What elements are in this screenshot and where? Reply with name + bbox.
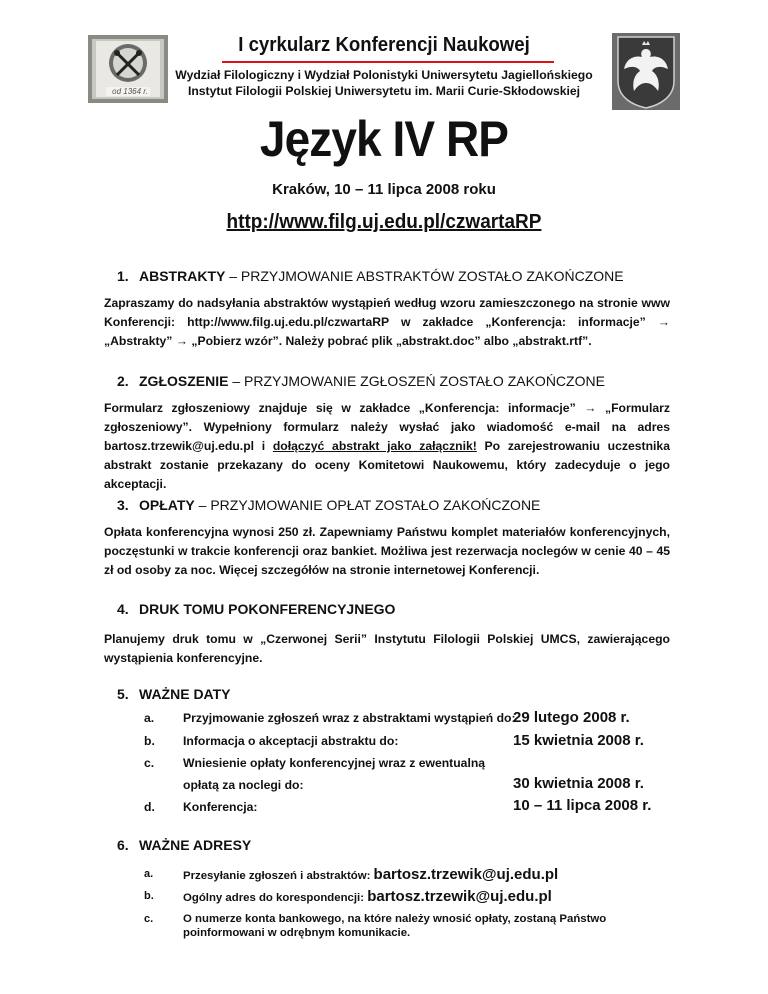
section-note: – PRZYJMOWANIE OPŁAT ZOSTAŁO ZAKOŃCZONE [194,497,541,513]
section-4-heading [117,601,395,617]
seal-caption: od 1364 r. [112,87,148,96]
section-2-text [104,399,670,494]
section-3-heading [117,497,540,513]
section-number: 5. [117,686,129,702]
section-2-body [104,399,670,494]
section-number: 1. [117,268,129,284]
date-item-text: Przyjmowanie zgłoszeń wraz z abstraktami wystąpień do: [183,711,516,725]
circular-title: I cyrkularz Konferencji Naukowej [238,34,530,56]
section-1-body [104,294,670,351]
date-item-text: Konferencja: [183,800,258,814]
date-item-letter: d. [144,800,155,814]
section-title: ABSTRAKTY [139,268,226,284]
section-4-body [104,630,670,668]
section-2-text-after: Po zarejestrowaniu uczestnika abstrakt zostanie przekazany do oceny Komitetowi Naukowemu, który zadecyduje o jego akceptacji. [104,439,670,491]
section-3-body [104,523,670,580]
date-item-text: Wniesienie opłaty konferencyjnej wraz z ewentualną [183,756,486,770]
section-number: 3. [117,497,129,513]
attach-abstract-note: dołączyć abstrakt jako załącznik! [272,439,477,453]
section-1-heading [117,268,624,284]
correspondence-email-link[interactable]: bartosz.trzewik@uj.edu.pl [367,888,552,905]
section-2-text-before: Formularz zgłoszeniowy znajduje się w zakładce „Konferencja: informacje” → „Formularz zgłoszeniowy”. Wypełniony formularz należy wysłać jako wiadomość e-mail na adres bartosz.trzewik@uj.edu.pl i [104,401,670,453]
section-note: – PRZYJMOWANIE ABSTRAKTÓW ZOSTAŁO ZAKOŃCZONE [225,268,624,284]
date-item-letter: b. [144,734,155,748]
address-item [183,866,558,883]
section-title: OPŁATY [139,497,195,513]
institution-line-1: Wydział Filologiczny i Wydział Polonistyki Uniwersytetu Jagiellońskiego [175,68,593,82]
section-note: – PRZYJMOWANIE ZGŁOSZEŃ ZOSTAŁO ZAKOŃCZONE [228,373,605,389]
title-divider [222,61,554,63]
section-title: WAŻNE ADRESY [139,837,252,853]
date-item-date: 29 lutego 2008 r. [513,709,630,726]
section-4-text: Planujemy druk tomu w „Czerwonej Serii” Instytutu Filologii Polskiej UMCS, zawierającego wystąpienia konferencyjne. [104,632,670,665]
date-item-date: 10 – 11 lipca 2008 r. [513,797,652,814]
section-5-heading [117,686,231,702]
date-item-date: 30 kwietnia 2008 r. [513,775,644,792]
address-item [183,888,552,905]
institution-line-2: Instytut Filologii Polskiej Uniwersytetu im. Marii Curie-Skłodowskiej [187,84,581,98]
section-2-heading [117,373,605,389]
section-6-heading [117,837,251,853]
address-item-letter: a. [144,868,154,880]
address-label: Przesyłanie zgłoszeń i abstraktów: [183,870,374,882]
address-item-letter: b. [144,890,154,902]
conference-website-link[interactable]: http://www.filg.uj.edu.pl/czwartaRP [226,211,542,233]
date-item-text: Informacja o akceptacji abstraktu do: [183,734,399,748]
section-1-text: Zapraszamy do nadsyłania abstraktów wystąpień według wzoru zamieszczonego na stronie www Konferencji: http://www.filg.uj.edu.pl/czwartaRP w zakładce „Konferencja: informacje” → „Abstrakty” → „Pobierz wzór”. Należy pobrać plik „abstrakt.doc” albo „abstrakt.rtf”. [104,296,670,348]
section-number: 6. [117,837,129,853]
date-item-text-cont: opłatą za noclegi do: [183,778,304,792]
section-number: 4. [117,601,129,617]
date-item-letter: c. [144,756,155,770]
section-title: WAŻNE DATY [139,686,231,702]
address-item-letter: c. [144,913,154,925]
address-label: Ogólny adres do korespondencji: [183,892,368,904]
section-3-text: Opłata konferencyjna wynosi 250 zł. Zapewniamy Państwu komplet materiałów konferencyjnych, poczęstunki w trakcie konferencji oraz bankiet. Możliwa jest rezerwacja noclegów w cenie 40 – 45 zł od osoby za noc. Więcej szczegółów na stronie internetowej Konferencji. [104,525,670,577]
submission-email-link[interactable]: bartosz.trzewik@uj.edu.pl [373,866,559,883]
bank-account-note: O numerze konta bankowego, na które należy wnosić opłaty, zostaną Państwo poinformowani w odrębnym komunikacie. [183,913,607,939]
date-item-letter: a. [144,711,155,725]
conference-title: Język IV RP [259,111,509,167]
section-title: ZGŁOSZENIE [139,373,229,389]
section-number: 2. [117,373,129,389]
place-date: Kraków, 10 – 11 lipca 2008 roku [272,181,496,198]
section-title: DRUK TOMU POKONFERENCYJNEGO [139,601,396,617]
date-item-date: 15 kwietnia 2008 r. [513,732,644,749]
